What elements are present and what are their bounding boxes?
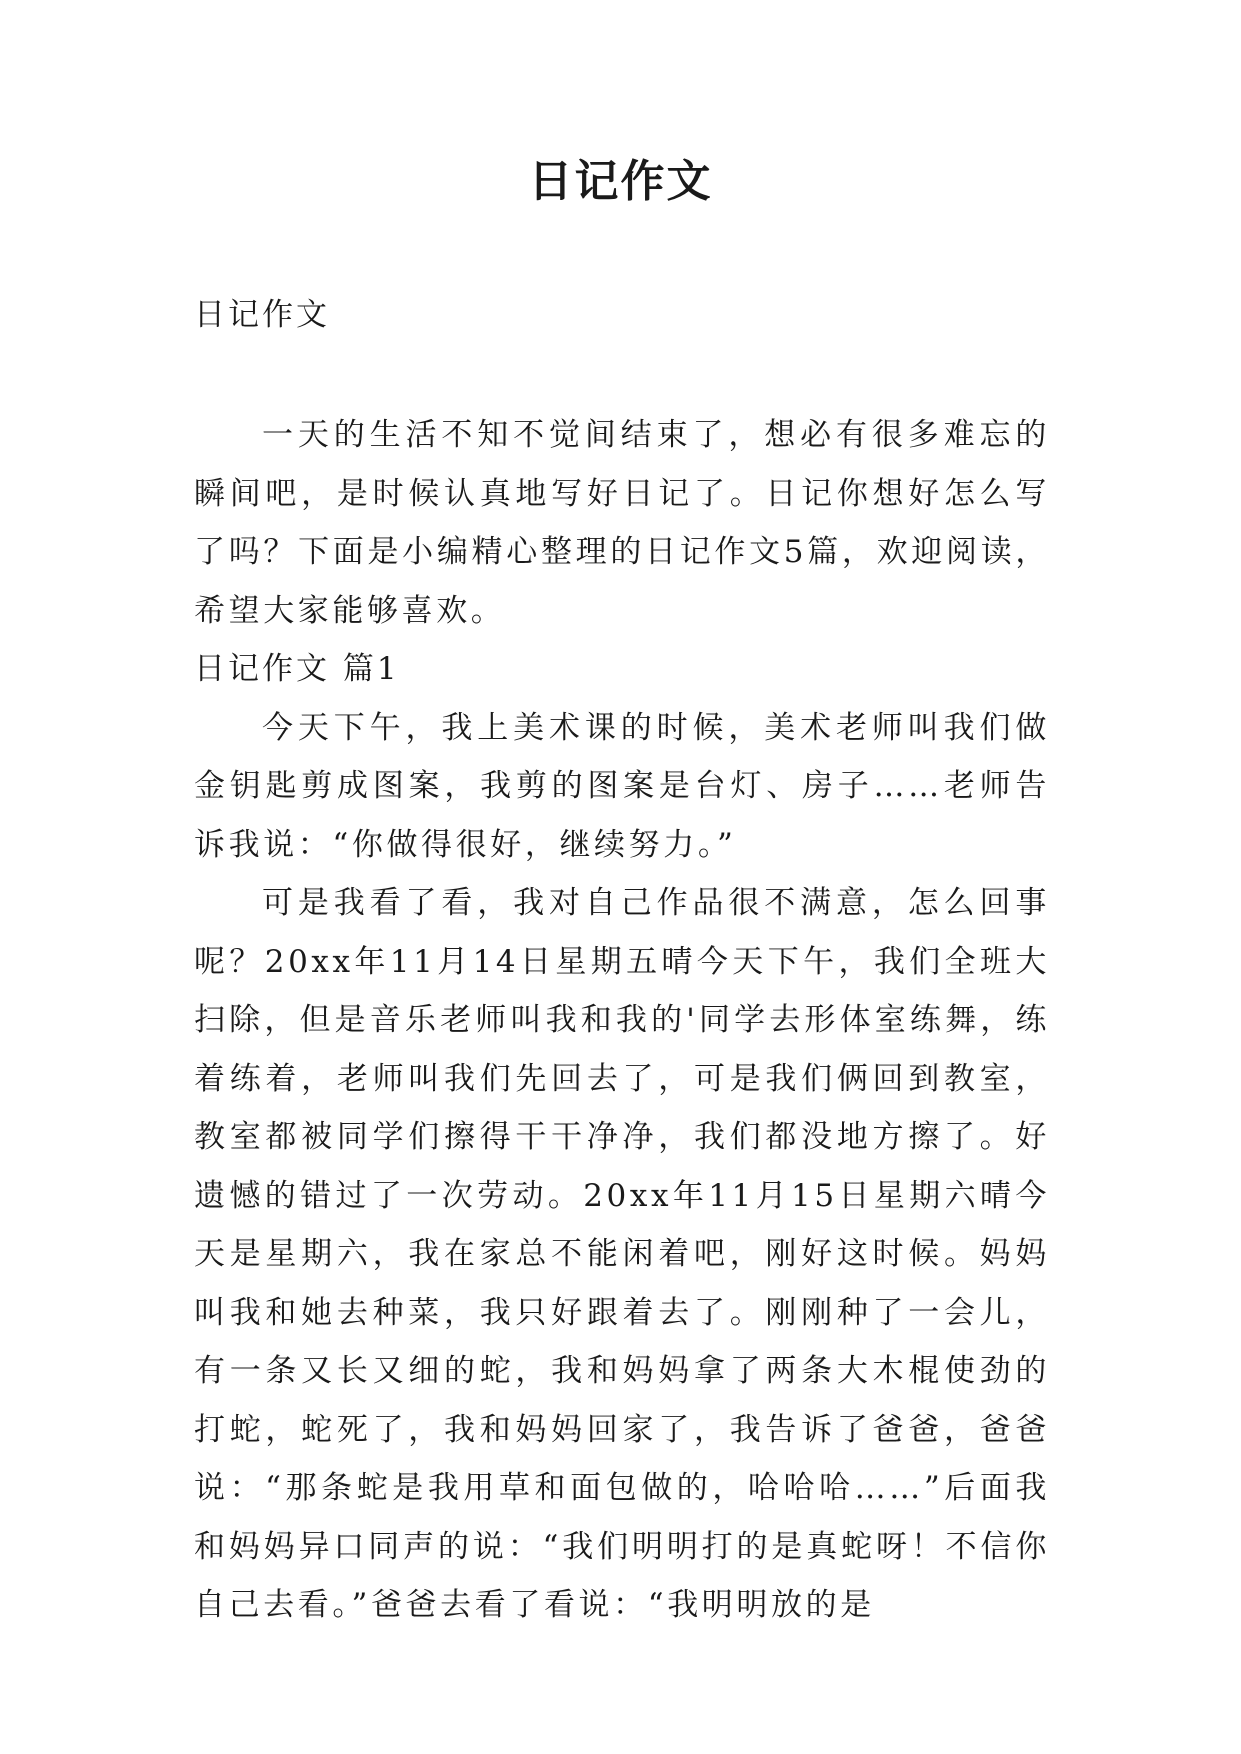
body-paragraph: 今天下午，我上美术课的时候，美术老师叫我们做金钥匙剪成图案，我剪的图案是台灯、房子……老师告诉我说：“你做得很好，继续努力。” [194,709,1050,863]
intro-paragraph: 一天的生活不知不觉间结束了，想必有很多难忘的瞬间吧，是时候认真地写好日记了。日记你想好怎么写了吗？下面是小编精心整理的日记作文5篇，欢迎阅读，希望大家能够喜欢。 [194,417,1050,629]
document-body [194,406,1050,1635]
document-title: 日记作文 [528,156,713,207]
section-heading: 日记作文 篇1 [194,651,400,687]
document-subtitle: 日记作文 [194,297,330,333]
body-paragraph: 可是我看了看，我对自己作品很不满意，怎么回事呢？20xx年11月14日星期五晴今天下午，我们全班大扫除，但是音乐老师叫我和我的'同学去形体室练舞，练着练着，老师叫我们先回去了，可是我们俩回到教室，教室都被同学们擦得干干净净，我们都没地方擦了。好遗憾的错过了一次劳动。20xx年11月15日星期六晴今天是星期六，我在家总不能闲着吧，刚好这时候。妈妈叫我和她去种菜，我只好跟着去了。刚刚种了一会儿，有一条又长又细的蛇，我和妈妈拿了两条大木棍使劲的打蛇，蛇死了，我和妈妈回家了，我告诉了爸爸，爸爸说：“那条蛇是我用草和面包做的，哈哈哈……”后面我和妈妈异口同声的说：“我们明明打的是真蛇呀！不信你自己去看。”爸爸去看了看说：“我明明放的是 [194,885,1050,1623]
